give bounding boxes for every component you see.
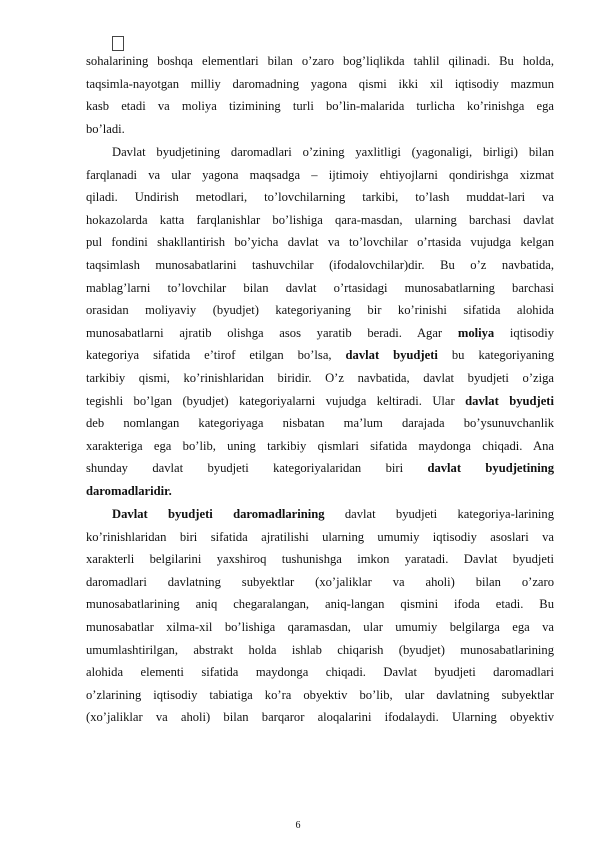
text-line: kasb etadi va moliya tizimining turli bo’lin-malarida turlicha ko’rinishga ega [86,99,554,114]
paragraph-2 [86,141,554,503]
text-line: Davlat byudjeti daromadlarining davlat byudjeti kategoriya-larining [112,507,554,521]
paragraph-1 [86,50,554,140]
text-line: bo’ladi. [86,121,125,136]
bold-term: Davlat byudjeti daromadlarining [112,507,325,521]
text-line: daromadlari davlatning subyektlar (xo’jaliklar va aholi) bilan o’zaro [86,574,554,589]
text-line: mablag’larni to’lovchilar bilan davlat o’rtasidagi munosabatlarning barchasi [86,280,554,295]
bold-term: moliya [457,325,495,340]
text-line: umumlashtirilgan, abstrakt holda ishlab chiqarish (byudjet) munosabatlarining [86,642,554,657]
missing-glyph-icon [112,36,124,51]
text-line: shunday davlat byudjeti kategoriyalaridan biri davlat byudjetining [86,461,554,476]
text-line: Davlat byudjetining daromadlari o’zining yaxlitligi (yagonaligi, birligi) bilan [112,145,554,159]
text-line [86,480,554,503]
text-line: munosabatlarni ajratib olishga asos yaratib beradi. Agar moliya iqtisodiy [86,325,554,340]
text-line: pul fondini shakllantirish bo’yicha davlat va to’lovchilar o’rtasida vujudga kelgan [86,235,554,250]
text-line: alohida elementi sifatida maydonga chiqadi. Davlat byudjeti daromadlari [86,665,554,680]
text-line: qiladi. Undirish metodlari, to’lovchilarning tarkibi, to’lash muddat-lari va [86,190,554,205]
text-line: kategoriya sifatida e’tirof etilgan bo’lsa, davlat byudjeti bu kategoriyaning [86,348,554,363]
text-line: tegishli bo’lgan (byudjet) kategoriyalarni vujudga keltiradi. Ular davlat byudjeti [86,393,554,408]
page-number: 6 [295,820,301,831]
text-line: hokazolarda katta farqlanishlar bo’lishiga qara-masdan, ularning barchasi davlat [86,212,554,227]
text-line: (xo’jaliklar va aholi) bilan barqaror aloqalarini ifodalaydi. Ularning obyektiv [86,710,554,725]
text-line: orasidan moliyaviy (byudjet) kategoriyaning bir ko’rinishi sifatida alohida [86,303,554,318]
text-line: tarkibiy qismi, ko’rinishlaridan biridir. O’z navbatida, davlat byudjeti o’ziga [86,370,554,385]
text-line: ko’rinishlaridan biri sifatida ajratilishi ularning umumiy iqtisodiy asoslari va [86,529,554,544]
text-line: munosabatlar xilma-xil bo’lishiga qaramasdan, ular umumiy belgilarga ega va [86,619,554,634]
text-line: munosabatlarining aniq chegaralangan, aniq-langan qismini ifoda etadi. Bu [86,597,554,612]
paragraph-3 [86,503,554,729]
text-line: taqsimlash munosabatlarini tashuvchilar (ifodalovchilar)dir. Bu o’z navbatida, [86,257,554,272]
bold-term: davlat byudjeti [345,348,438,363]
bold-term: davlat byudjetining [427,461,554,476]
text-line: xarakterli belgilarini yaxshiroq tushunishga imkon yaratadi. Davlat byudjeti [86,552,554,567]
text-line: deb nomlangan kategoriyaga nisbatan ma’lum darajada bo’ysunuvchanlik [86,416,554,431]
text-line: taqsimla-nayotgan milliy daromadning yagona qismi ikki xil iqtisodiy mazmun [86,76,554,91]
bold-term: davlat byudjeti [465,393,554,408]
text-line: o’zlarining iqtisodiy tabiatiga ko’ra obyektiv bo’lib, ular davlatning subyektlar [86,687,554,702]
text-line: sohalarining boshqa elementlari bilan o’zaro bog’liqlikda tahlil qilinadi. Bu holda, [86,54,554,68]
text-line: xarakteriga ega bo’lib, uning tarkibiy qismlari sifatida maydonga chiqadi. Ana [86,438,554,453]
text-line: farqlanadi va ular yagona maqsadga – ijtimoiy ehtiyojlarni qondirishga xizmat [86,167,554,182]
bold-term: daromadlaridir. [86,483,172,498]
